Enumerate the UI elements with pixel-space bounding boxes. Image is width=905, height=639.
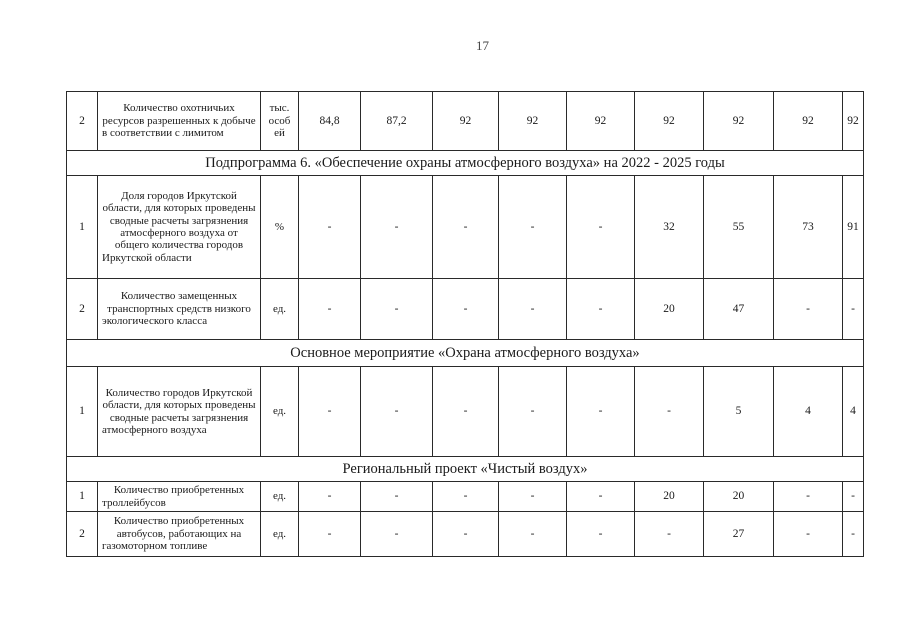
indicators-table xyxy=(66,91,864,557)
value-cell: - xyxy=(361,176,433,279)
value-cell: - xyxy=(299,482,361,512)
value-cell: 55 xyxy=(704,176,774,279)
value-cell: 5 xyxy=(704,367,774,457)
value-cell: 91 xyxy=(843,176,864,279)
section-title: Региональный проект «Чистый воздух» xyxy=(67,457,864,482)
value-cell: - xyxy=(567,279,635,340)
value-cell: 92 xyxy=(843,92,864,151)
value-cell: - xyxy=(843,482,864,512)
value-cell: - xyxy=(299,176,361,279)
value-cell: - xyxy=(299,512,361,557)
page-number: 17 xyxy=(476,38,489,53)
value-cell: - xyxy=(299,367,361,457)
section-header-row xyxy=(67,151,864,176)
unit-cell: ед. xyxy=(261,367,299,457)
row-number: 2 xyxy=(67,92,98,151)
value-cell: - xyxy=(433,176,499,279)
value-cell: - xyxy=(843,279,864,340)
unit-cell: ед. xyxy=(261,279,299,340)
value-cell: 20 xyxy=(635,279,704,340)
value-cell: 92 xyxy=(567,92,635,151)
table-row xyxy=(67,279,864,340)
unit-cell: ед. xyxy=(261,512,299,557)
section-header-row xyxy=(67,457,864,482)
value-cell: - xyxy=(361,279,433,340)
value-cell: 84,8 xyxy=(299,92,361,151)
value-cell: - xyxy=(843,512,864,557)
indicator-name: Доля городов Иркутской области, для которых проведены сводные расчеты загрязнения атмосферного воздуха от общего количества городов Иркутской области xyxy=(98,176,261,279)
value-cell: 87,2 xyxy=(361,92,433,151)
table-row xyxy=(67,512,864,557)
value-cell: - xyxy=(361,367,433,457)
value-cell: 92 xyxy=(774,92,843,151)
unit-cell: % xyxy=(261,176,299,279)
indicator-name: Количество охотничьих ресурсов разрешенных к добыче в соответствии с лимитом xyxy=(98,92,261,151)
value-cell: - xyxy=(774,279,843,340)
value-cell: 20 xyxy=(635,482,704,512)
table-row xyxy=(67,367,864,457)
value-cell: - xyxy=(361,512,433,557)
value-cell: - xyxy=(433,367,499,457)
value-cell: 92 xyxy=(635,92,704,151)
value-cell: 27 xyxy=(704,512,774,557)
value-cell: - xyxy=(774,482,843,512)
row-number: 2 xyxy=(67,512,98,557)
value-cell: 4 xyxy=(774,367,843,457)
value-cell: - xyxy=(499,482,567,512)
value-cell: - xyxy=(567,512,635,557)
value-cell: 92 xyxy=(433,92,499,151)
value-cell: - xyxy=(433,279,499,340)
value-cell: - xyxy=(433,512,499,557)
indicator-name: Количество приобретенных троллейбусов xyxy=(98,482,261,512)
indicator-name: Количество приобретенных автобусов, работающих на газомоторном топливе xyxy=(98,512,261,557)
value-cell: - xyxy=(499,279,567,340)
value-cell: - xyxy=(567,367,635,457)
value-cell: - xyxy=(567,176,635,279)
value-cell: - xyxy=(499,512,567,557)
row-number: 1 xyxy=(67,482,98,512)
value-cell: - xyxy=(299,279,361,340)
value-cell: - xyxy=(635,512,704,557)
table-row xyxy=(67,92,864,151)
row-number: 1 xyxy=(67,367,98,457)
value-cell: - xyxy=(499,176,567,279)
table-row xyxy=(67,482,864,512)
value-cell: - xyxy=(361,482,433,512)
indicator-name: Количество городов Иркутской области, для которых проведены сводные расчеты загрязнения атмосферного воздуха xyxy=(98,367,261,457)
indicator-name: Количество замещенных транспортных средств низкого экологического класса xyxy=(98,279,261,340)
value-cell: 32 xyxy=(635,176,704,279)
value-cell: - xyxy=(499,367,567,457)
value-cell: - xyxy=(774,512,843,557)
unit-cell: ед. xyxy=(261,482,299,512)
value-cell: 92 xyxy=(499,92,567,151)
value-cell: - xyxy=(433,482,499,512)
value-cell: - xyxy=(635,367,704,457)
value-cell: 4 xyxy=(843,367,864,457)
value-cell: 47 xyxy=(704,279,774,340)
unit-cell: тыс. особ ей xyxy=(261,92,299,151)
row-number: 2 xyxy=(67,279,98,340)
value-cell: - xyxy=(567,482,635,512)
section-title: Подпрограмма 6. «Обеспечение охраны атмосферного воздуха» на 2022 - 2025 годы xyxy=(67,151,864,176)
value-cell: 92 xyxy=(704,92,774,151)
value-cell: 73 xyxy=(774,176,843,279)
row-number: 1 xyxy=(67,176,98,279)
table-row xyxy=(67,176,864,279)
section-header-row xyxy=(67,340,864,367)
section-title: Основное мероприятие «Охрана атмосферного воздуха» xyxy=(67,340,864,367)
value-cell: 20 xyxy=(704,482,774,512)
